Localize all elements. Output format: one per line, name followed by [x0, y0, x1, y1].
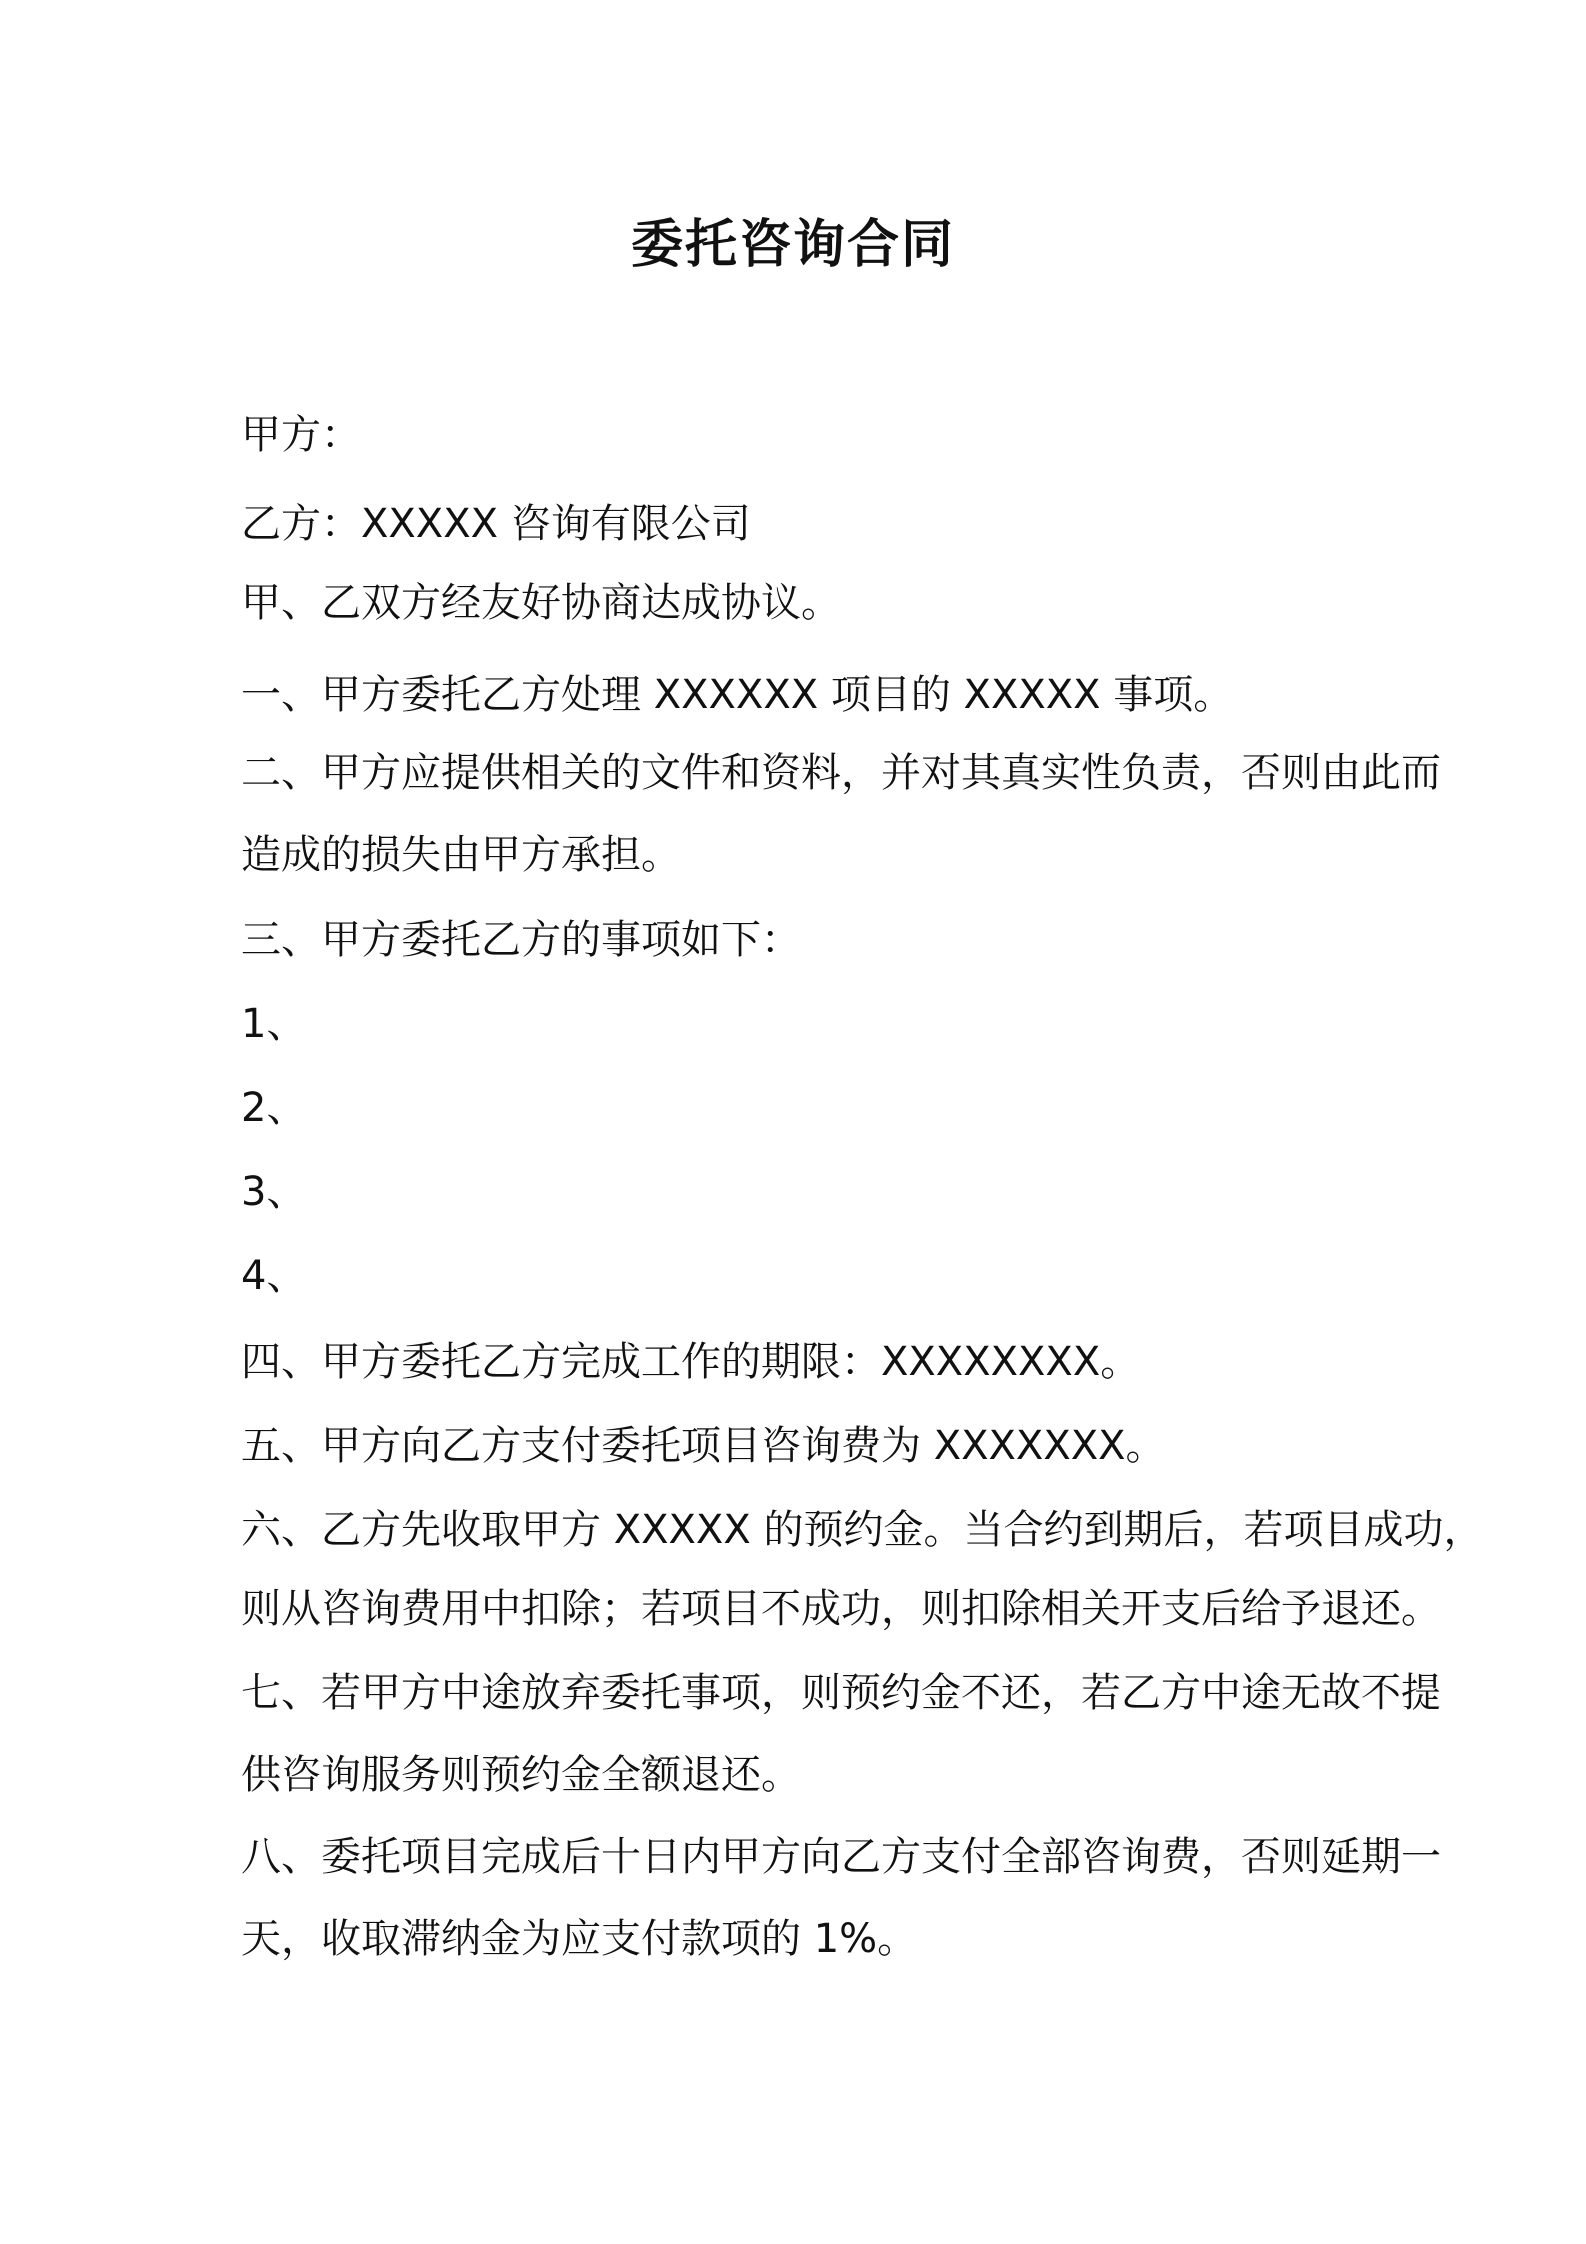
party-b-line: 乙方：XXXXX 咨询有限公司: [241, 501, 751, 547]
item-4: 4、: [241, 1253, 307, 1299]
clause-8-line-1: 八、委托项目完成后十日内甲方向乙方支付全部咨询费，否则延期一: [241, 1834, 1441, 1880]
clause-2-line-1: 二、甲方应提供相关的文件和资料，并对其真实性负责，否则由此而: [241, 750, 1441, 796]
item-1: 1、: [241, 1001, 307, 1047]
clause-8-line-2: 天，收取滞纳金为应支付款项的 1%。: [241, 1916, 918, 1962]
clause-7-line-2: 供咨询服务则预约金全额退还。: [241, 1752, 801, 1798]
clause-6-line-2: 则从咨询费用中扣除；若项目不成功，则扣除相关开支后给予退还。: [241, 1586, 1441, 1632]
clause-4: 四、甲方委托乙方完成工作的期限：XXXXXXXX。: [241, 1339, 1141, 1385]
document-title: 委托咨询合同: [630, 215, 955, 275]
clause-3: 三、甲方委托乙方的事项如下：: [241, 917, 801, 963]
clause-5: 五、甲方向乙方支付委托项目咨询费为 XXXXXXX。: [241, 1423, 1166, 1469]
clause-2-line-2: 造成的损失由甲方承担。: [241, 832, 681, 878]
clause-6-line-1: 六、乙方先收取甲方 XXXXX 的预约金。当合约到期后，若项目成功，: [241, 1507, 1484, 1553]
agreement-intro: 甲、乙双方经友好协商达成协议。: [241, 580, 841, 626]
party-a-line: 甲方：: [241, 412, 361, 458]
item-2: 2、: [241, 1085, 307, 1131]
item-3: 3、: [241, 1169, 307, 1215]
clause-7-line-1: 七、若甲方中途放弃委托事项，则预约金不还，若乙方中途无故不提: [241, 1670, 1441, 1716]
clause-1: 一、甲方委托乙方处理 XXXXXX 项目的 XXXXX 事项。: [241, 672, 1234, 718]
